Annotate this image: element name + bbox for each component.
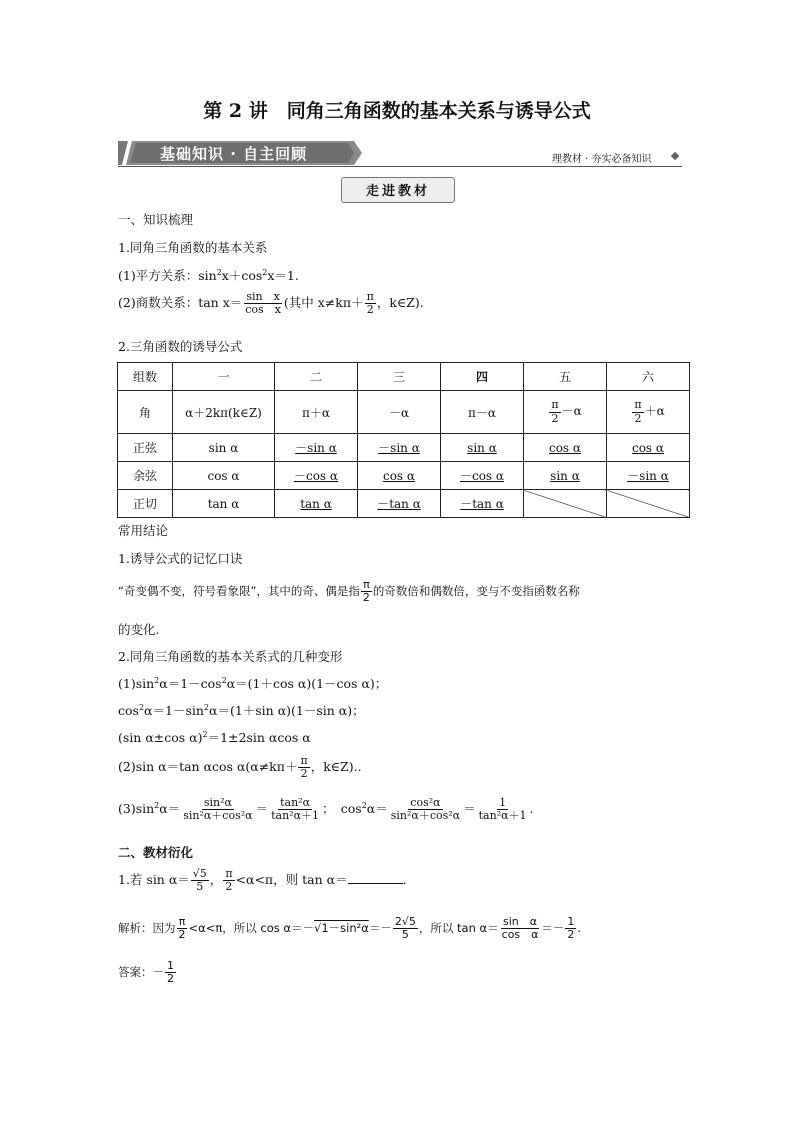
sub-heading-induction-formulas: 2.三角函数的诱导公式 bbox=[118, 339, 243, 354]
section-badge: 走进教材 bbox=[365, 184, 430, 199]
table-row: 正弦 sin α －sin α －sin α sin α cos α cos α bbox=[118, 434, 690, 462]
page-title: 第 2 讲 同角三角函数的基本关系与诱导公式 bbox=[203, 100, 591, 122]
banner-underline bbox=[118, 166, 682, 167]
mnemonic-text: “奇变偶不变，符号看象限”，其中的奇、偶是指 $\frac{\pi}{2}$ 的奇数倍和偶数倍，变与不变指函数名称 bbox=[118, 578, 580, 605]
formula-sum-square: (sin α±cos α)$^2$＝1±2sin αcos α bbox=[118, 729, 311, 745]
mnemonic-text-end: 的变化. bbox=[118, 622, 160, 637]
table-row: 余弦 cos α －cos α cos α －cos α sin α －sin α bbox=[118, 462, 690, 490]
quotient-relation: (2)商数关系：tan x＝ $\frac{\text{sin x}}{\text{cos x}}$ (其中 x≠kπ＋ $\frac{\pi}{2}$ ，k∈Z). bbox=[118, 290, 424, 317]
empty-cell bbox=[607, 490, 690, 518]
formula-sin-tan: (2)sin α＝tan αcos α(α≠kπ＋ $\frac{\pi}{2}$ ，k∈Z).. bbox=[118, 754, 362, 781]
answer: 答案：－ $\frac{1}{2}$ bbox=[118, 959, 174, 986]
induction-formula-table bbox=[117, 362, 690, 518]
formula-cos-square: $\cos^2\alpha=1-\sin^2\alpha=(1+\sin$ α)(1－sin α)； bbox=[118, 702, 365, 718]
table-row: 角 α＋2kπ(k∈Z) π＋α －α π－α $\frac{\pi}{2}$ －α $\frac{\pi}{2}$ ＋α bbox=[118, 391, 690, 434]
question-1: 1.若 sin α＝ $\frac{√5}{5}$ ， $\frac{\pi}{2}$ <α<π，则 tan α＝ . bbox=[118, 867, 407, 894]
banner-right-tag: 理教材 · 夯实必备知识 bbox=[552, 154, 652, 165]
sub-heading-variants: 2.同角三角函数的基本关系式的几种变形 bbox=[118, 649, 343, 664]
formula-sin-square: $(1)\sin^2\alpha=1-\cos^2\alpha=(1+\cos$ α)(1－cos α)； bbox=[118, 675, 388, 691]
solution: 解析：因为 $\frac{\pi}{2}$ <α<π，所以 cos α＝－√1－sin²α＝－ $\frac{2√5}{5}$ ，所以 tan α＝ $\frac{\text{sin α}}{\text{cos α}}$ ＝－ $\frac{1}{2}$ . bbox=[118, 915, 582, 942]
square-relation: (1)平方关系：$\sin^2x+\cos^2x=1$. bbox=[118, 267, 299, 283]
sub-heading-mnemonic: 1.诱导公式的记忆口诀 bbox=[118, 551, 243, 566]
heading-textbook: 二、教材衍化 bbox=[118, 845, 194, 860]
heading-knowledge: 一、知识梳理 bbox=[118, 212, 194, 227]
diamond-icon bbox=[671, 152, 679, 160]
formula-ratio: $(3)\sin^2\alpha=$ $\frac{\text{sin²α}}{\text{sin²α＋cos²α}}$ ＝ $\frac{\text{tan²α}}{\text{tan²α＋1}}$ ； $\cos^2\alpha=$ $\frac{\text{cos²α}}{\text{sin²α＋cos²α}}$ ＝ $\frac{1}{\text{tan²α＋1}}$ . bbox=[118, 796, 534, 823]
banner-title: 基础知识 · 自主回顾 bbox=[160, 145, 308, 163]
empty-cell bbox=[524, 490, 607, 518]
table-row: 组数 一 二 三 四 五 六 bbox=[118, 363, 690, 391]
heading-conclusions: 常用结论 bbox=[118, 523, 169, 538]
table-row: 正切 tan α tan α －tan α －tan α bbox=[118, 490, 690, 518]
sub-heading-basic-relations: 1.同角三角函数的基本关系 bbox=[118, 240, 268, 255]
answer-blank bbox=[348, 871, 403, 884]
